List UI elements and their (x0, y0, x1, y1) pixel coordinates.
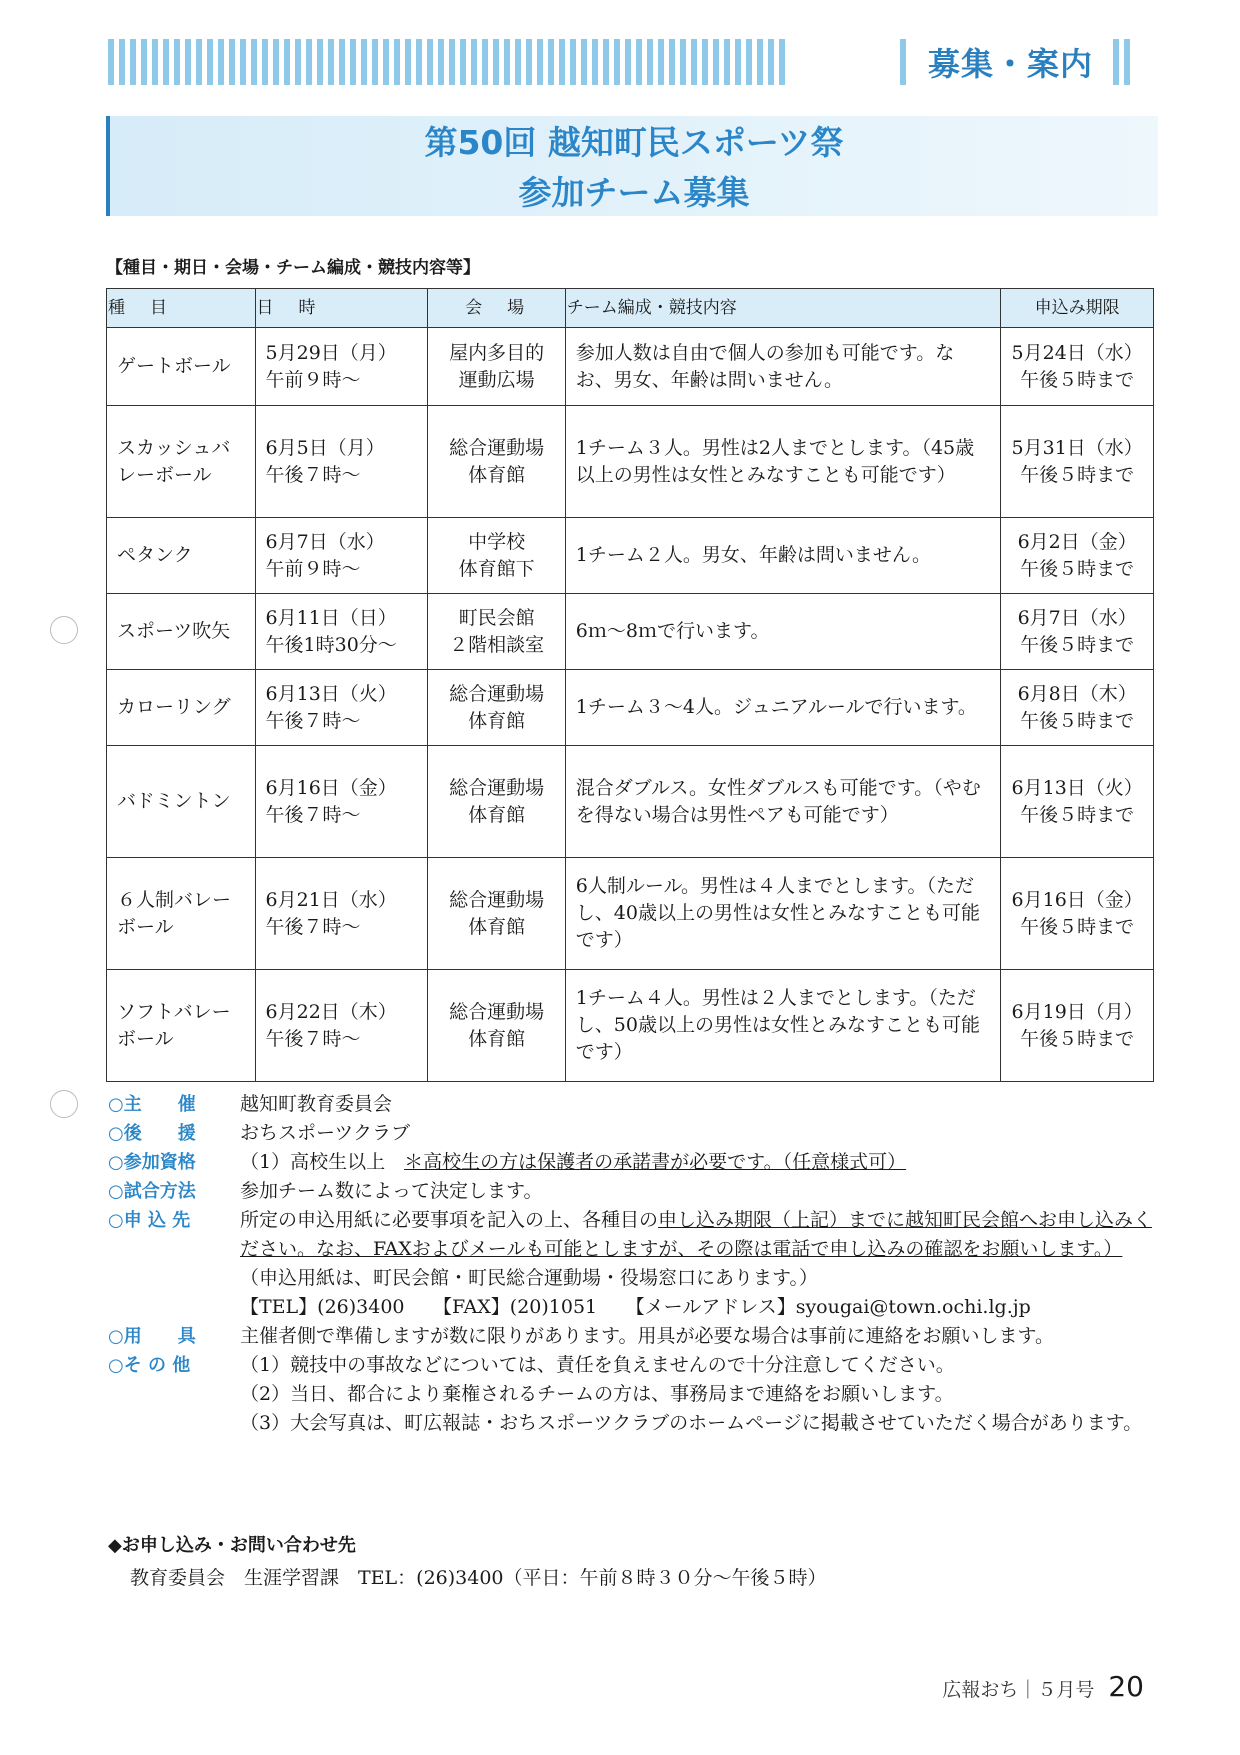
cell-deadline (1001, 858, 1154, 970)
stripe-decoration (548, 39, 554, 85)
stripe-decoration (174, 39, 180, 85)
page-subtitle: 参加チーム募集 (518, 173, 750, 212)
stripe-decoration (196, 39, 202, 85)
cell-deadline (1001, 518, 1154, 594)
stripe-decoration (163, 39, 169, 85)
info-row-support (108, 1119, 1168, 1148)
stripe-decoration (471, 39, 477, 85)
stripe-decoration (394, 39, 400, 85)
time-line: 午後７時〜 (265, 463, 361, 486)
table-row (107, 858, 1154, 970)
cell-sport: ソフトバレーボール (107, 970, 256, 1082)
cell-detail: 6人制ルール。男性は４人までとします。（ただし、40歳以上の男性は女性とみなすことも可能です） (565, 858, 1001, 970)
stripe-decoration (680, 39, 686, 85)
stripe-decoration (416, 39, 422, 85)
deadline-time: 午後５時まで (1020, 368, 1135, 391)
cell-detail: 混合ダブルス。女性ダブルスも可能です。（やむを得ない場合は男性ペアも可能です） (565, 746, 1001, 858)
col-header: 日 時 (255, 289, 428, 328)
venue-line: 体育館下 (458, 557, 535, 580)
date-line: 6月5日（月） (265, 436, 385, 459)
stripe-decoration (339, 39, 345, 85)
cell-deadline (1001, 594, 1154, 670)
cell-date (255, 970, 428, 1082)
stripe-decoration (735, 39, 741, 85)
info-emphasis: 申し込み期限（上記）までに越知町民会館へお申し込みください。なお、FAXおよびメールも可能としますが、その際は電話で申し込みの確認をお願いします。） (240, 1209, 1153, 1260)
col-header: チーム編成・競技内容 (565, 289, 1001, 328)
contact-heading: ◆お申し込み・お問い合わせ先 (108, 1535, 356, 1556)
col-header: 会 場 (428, 289, 565, 328)
info-row-other (108, 1351, 1168, 1380)
venue-line: 総合運動場 (449, 436, 545, 459)
stripe-decoration (251, 39, 257, 85)
cell-date (255, 594, 428, 670)
deadline-date: 6月8日（木） (1017, 682, 1137, 705)
cell-date (255, 328, 428, 406)
cell-venue (428, 746, 565, 858)
stripe-decoration (306, 39, 312, 85)
stripe-decoration (768, 39, 774, 85)
venue-line: 体育館 (468, 915, 526, 938)
cell-date (255, 746, 428, 858)
stripe-decoration (625, 39, 631, 85)
deadline-date: 6月7日（水） (1017, 606, 1137, 629)
deadline-time: 午後５時まで (1020, 915, 1135, 938)
stripe-decoration (350, 39, 356, 85)
stripe-decoration (405, 39, 411, 85)
stripe-decoration (647, 39, 653, 85)
deadline-time: 午後５時まで (1020, 633, 1135, 656)
time-line: 午前９時〜 (265, 368, 361, 391)
cell-venue (428, 406, 565, 518)
punch-hole (50, 1090, 78, 1118)
cell-deadline (1001, 328, 1154, 406)
info-key: ○参加資格 (108, 1152, 196, 1173)
apply-note: （申込用紙は、町民会館・町民総合運動場・役場窓口にあります。） (240, 1267, 818, 1289)
info-row-format (108, 1177, 1168, 1206)
stripe-decoration (658, 39, 664, 85)
venue-line: 体育館 (468, 1027, 526, 1050)
time-line: 午後７時〜 (265, 915, 361, 938)
cell-detail: 1チーム３〜4人。ジュニアルールで行います。 (565, 670, 1001, 746)
info-key: ○試合方法 (108, 1181, 196, 1202)
venue-line: 総合運動場 (449, 888, 545, 911)
deadline-time: 午後５時まで (1020, 463, 1135, 486)
info-value: 所定の申込用紙に必要事項を記入の上、各種目の (240, 1209, 659, 1231)
info-row-apply (108, 1206, 1168, 1264)
stripe-decoration (570, 39, 576, 85)
table-row (107, 970, 1154, 1082)
apply-contacts: 【TEL】(26)3400 【FAX】(20)1051 【メールアドレス】syougai@town.ochi.lg.jp (240, 1296, 1031, 1318)
stripe-decoration (273, 39, 279, 85)
cell-venue (428, 594, 565, 670)
deadline-time: 午後５時まで (1020, 709, 1135, 732)
table-row (107, 746, 1154, 858)
cell-sport: スポーツ吹矢 (107, 594, 256, 670)
cell-date (255, 670, 428, 746)
stripe-decoration (614, 39, 620, 85)
stripe-decoration (328, 39, 334, 85)
deadline-date: 6月13日（火） (1011, 776, 1143, 799)
venue-line: 総合運動場 (449, 776, 545, 799)
time-line: 午後７時〜 (265, 709, 361, 732)
stripe-decoration (603, 39, 609, 85)
page-title: 第50回 越知町民スポーツ祭 (424, 123, 844, 162)
deadline-time: 午後５時まで (1020, 1027, 1135, 1050)
stripe-decoration (515, 39, 521, 85)
stripe-decoration (669, 39, 675, 85)
contact-body: 教育委員会 生涯学習課 TEL：(26)3400（平日：午前８時３０分〜午後５時） (130, 1567, 827, 1589)
cell-sport: ペタンク (107, 518, 256, 594)
section-tag (900, 38, 1130, 86)
stripe-decoration (372, 39, 378, 85)
date-line: 6月13日（火） (265, 682, 397, 705)
cell-detail: 1チーム２人。男女、年齢は問いません。 (565, 518, 1001, 594)
deadline-time: 午後５時まで (1020, 557, 1135, 580)
date-line: 5月29日（月） (265, 341, 397, 364)
time-line: 午後1時30分〜 (265, 633, 397, 656)
stripe-decoration (295, 39, 301, 85)
info-key: ○そ の 他 (108, 1355, 191, 1376)
info-note: ＊高校生の方は保護者の承諾書が必要です。（任意様式可） (404, 1151, 907, 1173)
cell-deadline (1001, 746, 1154, 858)
stripe-decoration (152, 39, 158, 85)
cell-venue (428, 518, 565, 594)
venue-line: 体育館 (468, 709, 526, 732)
stripe-decoration (592, 39, 598, 85)
cell-venue (428, 858, 565, 970)
info-value: 越知町教育委員会 (240, 1093, 393, 1115)
date-line: 6月22日（木） (265, 1000, 397, 1023)
venue-line: 運動広場 (458, 368, 535, 391)
title-box (106, 116, 1158, 216)
info-value: （1）競技中の事故などについては、責任を負えませんので十分注意してください。 (240, 1354, 955, 1376)
info-row-equipment (108, 1322, 1168, 1351)
cell-sport: バドミントン (107, 746, 256, 858)
deadline-date: 5月24日（水） (1011, 341, 1143, 364)
info-row-eligibility (108, 1148, 1168, 1177)
cell-date (255, 406, 428, 518)
info-key: ○主 催 (108, 1094, 196, 1115)
other-item: （3）大会写真は、町広報誌・おちスポーツクラブのホームページに掲載させていただく場合があります。 (240, 1412, 1143, 1434)
info-row-organizer (108, 1090, 1168, 1119)
info-key: ○後 援 (108, 1123, 196, 1144)
cell-detail: 参加人数は自由で個人の参加も可能です。なお、男女、年齢は問いません。 (565, 328, 1001, 406)
cell-sport: ゲートボール (107, 328, 256, 406)
events-table (106, 288, 1154, 1082)
cell-date (255, 518, 428, 594)
stripe-decoration (713, 39, 719, 85)
date-line: 6月7日（水） (265, 530, 385, 553)
col-header: 申込み期限 (1001, 289, 1154, 328)
date-line: 6月21日（水） (265, 888, 397, 911)
stripe-decoration (262, 39, 268, 85)
table-header-row (107, 289, 1154, 328)
stripe-decoration (218, 39, 224, 85)
venue-line: 中学校 (468, 530, 526, 553)
cell-sport: スカッシュバレーボール (107, 406, 256, 518)
stripe-decoration (229, 39, 235, 85)
table-row (107, 406, 1154, 518)
table-caption: 【種目・期日・会場・チーム編成・競技内容等】 (106, 258, 480, 278)
stripe-decoration (185, 39, 191, 85)
table-row (107, 328, 1154, 406)
deadline-date: 6月16日（金） (1011, 888, 1143, 911)
cell-deadline (1001, 670, 1154, 746)
stripe-decoration (130, 39, 136, 85)
stripe-decoration (449, 39, 455, 85)
stripe-decoration (779, 39, 785, 85)
cell-venue (428, 970, 565, 1082)
stripe-decoration (240, 39, 246, 85)
venue-line: 総合運動場 (449, 682, 545, 705)
time-line: 午後７時〜 (265, 803, 361, 826)
stripe-decoration (460, 39, 466, 85)
cell-sport: ６人制バレーボール (107, 858, 256, 970)
contact-section (108, 1530, 827, 1594)
page-footer (942, 1670, 1144, 1703)
stripe-decoration (438, 39, 444, 85)
other-item: （2）当日、都合により棄権されるチームの方は、事務局まで連絡をお願いします。 (240, 1383, 954, 1405)
cell-date (255, 858, 428, 970)
info-value: 参加チーム数によって決定します。 (240, 1180, 543, 1202)
venue-line: 体育館 (468, 803, 526, 826)
cell-detail: 6ｍ〜8ｍで行います。 (565, 594, 1001, 670)
stripe-decoration (141, 39, 147, 85)
deadline-date: 6月2日（金） (1017, 530, 1137, 553)
stripe-decoration (427, 39, 433, 85)
stripe-decoration (746, 39, 752, 85)
publication-name: 広報おち｜５月号 (942, 1679, 1095, 1701)
info-value: 主催者側で準備しますが数に限りがあります。用具が必要な場合は事前に連絡をお願いします。 (240, 1325, 1054, 1347)
date-line: 6月11日（日） (265, 606, 397, 629)
stripe-decoration (108, 39, 114, 85)
time-line: 午後７時〜 (265, 1027, 361, 1050)
cell-deadline (1001, 970, 1154, 1082)
deadline-date: 5月31日（水） (1011, 436, 1143, 459)
table-row (107, 518, 1154, 594)
page-number: 20 (1108, 1670, 1144, 1703)
cell-venue (428, 670, 565, 746)
stripe-decoration (724, 39, 730, 85)
stripe-decoration (537, 39, 543, 85)
stripe-decoration (504, 39, 510, 85)
table-row (107, 670, 1154, 746)
stripe-decoration (119, 39, 125, 85)
cell-detail: 1チーム３人。男性は2人までとします。（45歳以上の男性は女性とみなすことも可能です） (565, 406, 1001, 518)
stripe-decoration (383, 39, 389, 85)
venue-line: 屋内多目的 (449, 341, 545, 364)
stripe-decoration (493, 39, 499, 85)
info-value: （1）高校生以上 (240, 1151, 386, 1173)
section-label: 募集・案内 (928, 45, 1094, 83)
venue-line: 体育館 (468, 463, 526, 486)
section-stripe-bar (108, 38, 785, 86)
stripe-decoration (702, 39, 708, 85)
date-line: 6月16日（金） (265, 776, 397, 799)
stripe-decoration (691, 39, 697, 85)
cell-deadline (1001, 406, 1154, 518)
stripe-decoration (526, 39, 532, 85)
stripe-decoration (482, 39, 488, 85)
info-key: ○用 具 (108, 1326, 196, 1347)
cell-sport: カローリング (107, 670, 256, 746)
venue-line: 町民会館 (458, 606, 535, 629)
info-value: おちスポーツクラブ (240, 1122, 411, 1144)
stripe-decoration (284, 39, 290, 85)
cell-detail: 1チーム４人。男性は２人までとします。（ただし、50歳以上の男性は女性とみなすことも可能です） (565, 970, 1001, 1082)
punch-hole (50, 616, 78, 644)
info-section (108, 1090, 1168, 1438)
stripe-decoration (559, 39, 565, 85)
stripe-decoration (207, 39, 213, 85)
col-header: 種 目 (107, 289, 256, 328)
table-row (107, 594, 1154, 670)
venue-line: ２階相談室 (449, 633, 545, 656)
stripe-decoration (581, 39, 587, 85)
deadline-date: 6月19日（月） (1011, 1000, 1143, 1023)
stripe-decoration (636, 39, 642, 85)
deadline-time: 午後５時まで (1020, 803, 1135, 826)
stripe-decoration (317, 39, 323, 85)
stripe-decoration (361, 39, 367, 85)
info-key: ○申 込 先 (108, 1210, 191, 1231)
stripe-decoration (757, 39, 763, 85)
cell-venue (428, 328, 565, 406)
time-line: 午前９時〜 (265, 557, 361, 580)
venue-line: 総合運動場 (449, 1000, 545, 1023)
